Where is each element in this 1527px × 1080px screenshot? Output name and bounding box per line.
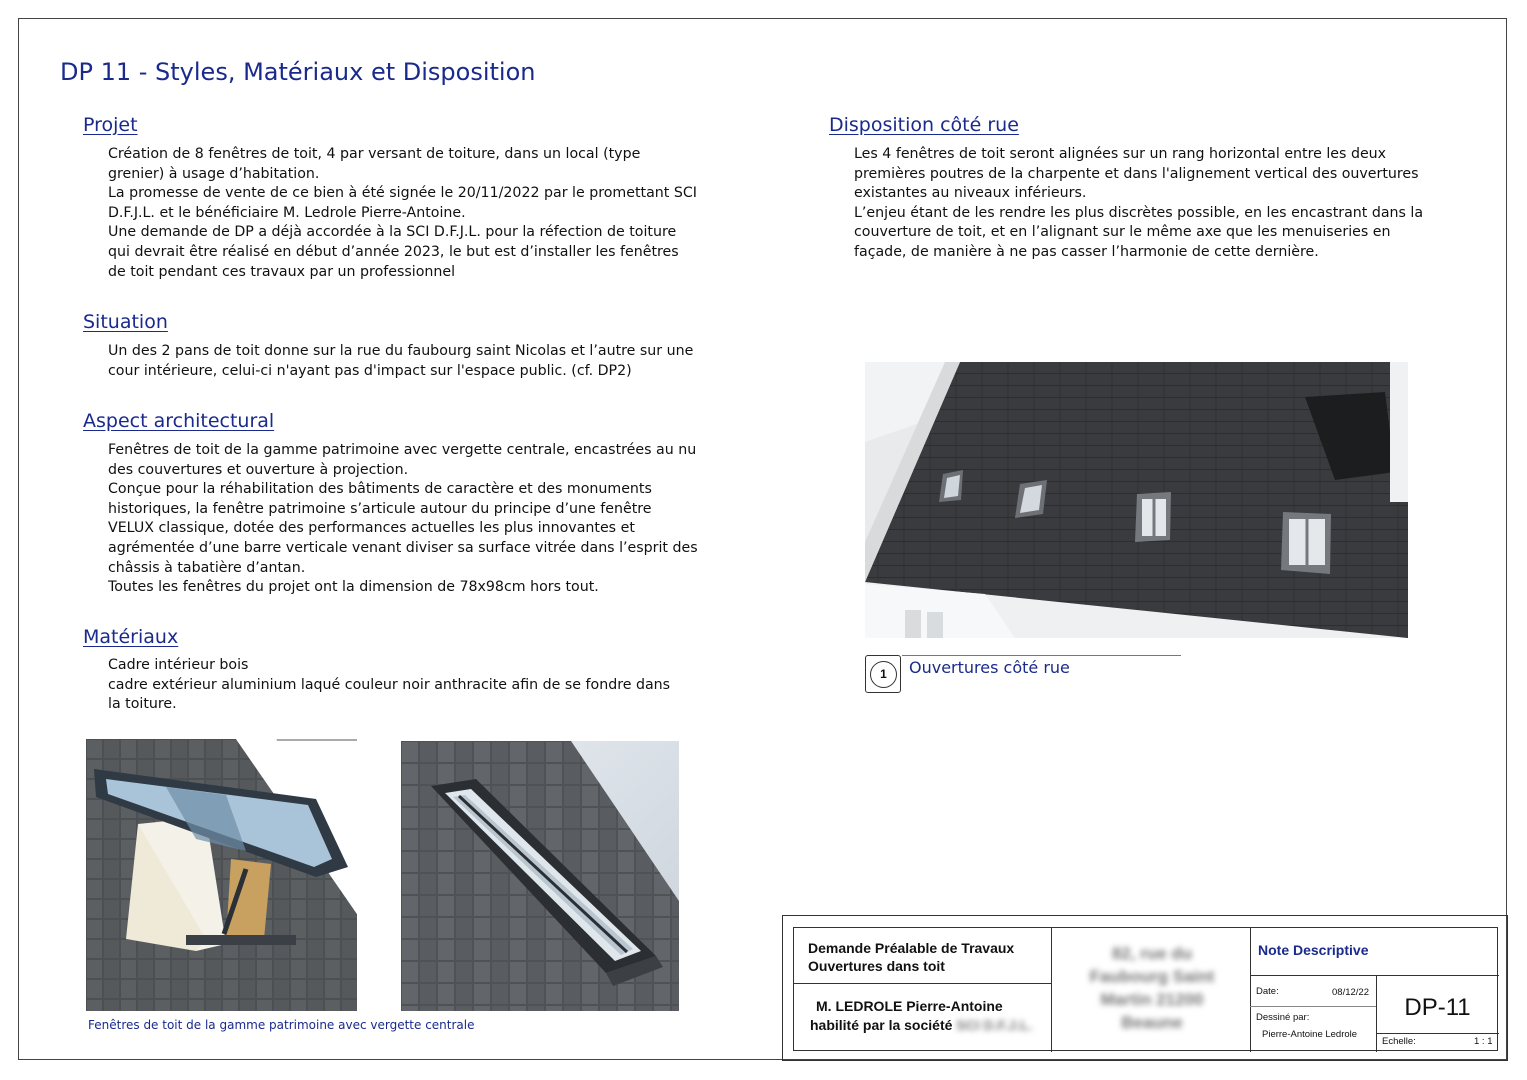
- address-line: Martin 21200: [1100, 990, 1204, 1009]
- drawn-by-value: Pierre-Antoine Ledrole: [1262, 1029, 1358, 1040]
- owner-company-redacted: SCI D.F.J.L.: [956, 1017, 1033, 1033]
- photos-caption: Fenêtres de toit de la gamme patrimoine avec vergette centrale: [88, 1018, 475, 1032]
- title-block: [793, 927, 1498, 1051]
- project-title-line2: Ouvertures dans toit: [808, 958, 945, 974]
- text-line: existantes au niveaux inférieurs.: [854, 185, 1087, 202]
- disposition-text: [854, 145, 1423, 263]
- text-line: D.F.J.L. et le bénéficiaire M. Ledrole Pierre-Antoine.: [108, 204, 466, 221]
- text-line: façade, de manière à ne pas casser l’harmonie de cette dernière.: [854, 243, 1319, 260]
- text-line: couverture de toit, et en l’alignant sur le même axe que les menuiseries en: [854, 224, 1391, 241]
- text-line: premières poutres de la charpente et dans l'alignement vertical des ouvertures: [854, 165, 1419, 182]
- view-label: Ouvertures côté rue: [909, 658, 1070, 677]
- address-line: 82, rue du: [1111, 944, 1193, 963]
- projet-text: [108, 145, 697, 282]
- text-line: châssis à tabatière d’antan.: [108, 559, 306, 576]
- tb-divider: [1376, 1033, 1499, 1034]
- text-line: VELUX classique, dotée des performances actuelles les plus innovantes et: [108, 520, 635, 537]
- text-line: La promesse de vente de ce bien à été signée le 20/11/2022 par le promettant SCI: [108, 185, 697, 202]
- project-title-line1: Demande Préalable de Travaux: [808, 940, 1015, 956]
- tb-divider: [1250, 975, 1499, 976]
- text-line: L’enjeu étant de les rendre les plus discrètes possible, en les encastrant dans la: [854, 204, 1424, 221]
- text-line: cour intérieure, celui-ci n'ayant pas d'impact sur l'espace public. (cf. DP2): [108, 362, 632, 379]
- text-line: Un des 2 pans de toit donne sur la rue du faubourg saint Nicolas et l’autre sur une: [108, 343, 694, 359]
- view-number: 1: [870, 661, 897, 688]
- photo-patrimoine-roof-window: [401, 741, 679, 1011]
- tb-divider: [1250, 928, 1251, 1052]
- patrimoine-window-illustration: [401, 741, 679, 1011]
- text-line: historiques, la fenêtre patrimoine s’articule autour du principe d’une fenêtre: [108, 500, 652, 517]
- date-value: 08/12/22: [1332, 987, 1369, 998]
- address-line: Beaune: [1121, 1013, 1183, 1032]
- tb-divider: [1250, 1006, 1376, 1007]
- materiaux-text: [108, 656, 670, 715]
- text-line: Fenêtres de toit de la gamme patrimoine avec vergette centrale, encastrées au nu: [108, 442, 697, 458]
- owner-line2: [810, 1016, 1033, 1034]
- owner-line1: M. LEDROLE Pierre-Antoine: [816, 998, 1003, 1014]
- text-line: agrémentée d’une barre verticale venant diviser sa surface vitrée dans l’esprit des: [108, 539, 698, 556]
- situation-heading: Situation: [83, 311, 168, 333]
- text-line: qui devrait être réalisé en début d’année 2023, le but est d’installer les fenêtres: [108, 243, 679, 260]
- projet-heading: Projet: [83, 114, 138, 136]
- disposition-heading: Disposition côté rue: [829, 114, 1019, 136]
- text-line: Les 4 fenêtres de toit seront alignées sur un rang horizontal entre les deux: [854, 146, 1387, 162]
- view-underline: [902, 655, 1181, 656]
- materiaux-heading: Matériaux: [83, 626, 179, 648]
- drawn-by-label: Dessiné par:: [1256, 1012, 1310, 1023]
- text-line: Cadre intérieur bois: [108, 657, 249, 673]
- text-line: Création de 8 fenêtres de toit, 4 par versant de toiture, dans un local (type: [108, 146, 641, 162]
- text-line: la toiture.: [108, 696, 177, 713]
- photo-open-roof-window: [86, 739, 357, 1011]
- text-line: cadre extérieur aluminium laqué couleur noir anthracite afin de se fondre dans: [108, 676, 671, 693]
- scale-label: Echelle:: [1382, 1036, 1416, 1047]
- text-line: Une demande de DP a déjà accordée à la SCI D.F.J.L. pour la réfection de toiture: [108, 224, 677, 241]
- aspect-heading: Aspect architectural: [83, 410, 275, 432]
- owner-line2-text: habilité par la société: [810, 1017, 953, 1033]
- roof-render-illustration: [865, 362, 1408, 638]
- text-line: de toit pendant ces travaux par un professionnel: [108, 263, 456, 280]
- address-line: Faubourg Saint: [1089, 967, 1215, 986]
- text-line: des couvertures et ouverture à projection.: [108, 461, 409, 478]
- sheet-number: DP-11: [1404, 994, 1471, 1021]
- text-line: Conçue pour la réhabilitation des bâtiments de caractère et des monuments: [108, 481, 652, 498]
- scale-value: 1 : 1: [1474, 1036, 1493, 1047]
- tb-divider: [794, 983, 1051, 984]
- doc-type: Note Descriptive: [1258, 942, 1369, 958]
- address-redacted: [1064, 942, 1240, 1034]
- view-number-box: [865, 655, 901, 693]
- render-ouvertures-cote-rue: [865, 362, 1408, 638]
- text-line: grenier) à usage d’habitation.: [108, 165, 320, 182]
- open-window-illustration: [86, 739, 357, 1011]
- tb-divider: [1051, 928, 1052, 1052]
- text-line: Toutes les fenêtres du projet ont la dimension de 78x98cm hors tout.: [108, 579, 599, 596]
- situation-text: [108, 342, 693, 381]
- page-title: DP 11 - Styles, Matériaux et Disposition: [60, 58, 536, 86]
- aspect-text: [108, 441, 698, 598]
- date-label: Date:: [1256, 986, 1279, 997]
